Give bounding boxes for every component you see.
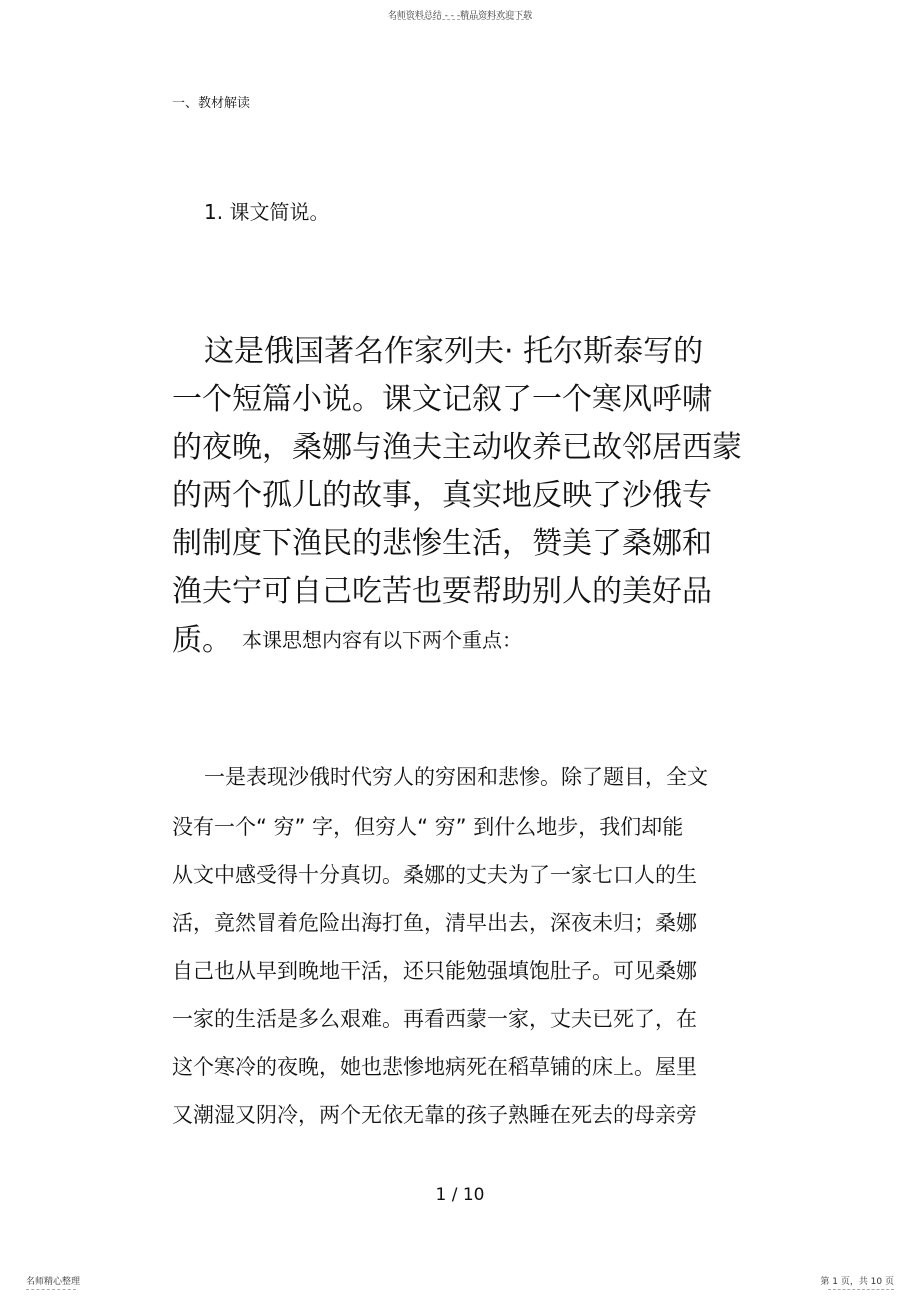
summary-line: 一个短篇小说。课文记叙了一个寒风呼啸 — [172, 382, 712, 417]
footer-left: 名师精心整理 — [26, 1277, 81, 1287]
header-divider — [393, 19, 529, 20]
page-counter: 1 / 10 — [435, 1185, 485, 1205]
section-heading: 一、教材解读 — [172, 96, 251, 111]
body-line: 活，竟然冒着危险出海打鱼，清早出去，深夜未归；桑娜 — [172, 911, 697, 935]
summary-line: 渔夫宁可自己吃苦也要帮助别人的美好品 — [172, 574, 712, 609]
summary-line-end: 质。 — [172, 623, 232, 658]
footer-left-divider — [26, 1289, 76, 1290]
body-line: 一家的生活是多么艰难。再看西蒙一家，丈夫已死了，在 — [172, 1007, 697, 1031]
body-line: 从文中感受得十分真切。桑娜的丈夫为了一家七口人的生 — [172, 863, 697, 887]
footer-right-divider — [828, 1289, 894, 1290]
body-line: 又潮湿又阴冷，两个无依无靠的孩子熟睡在死去的母亲旁 — [172, 1103, 697, 1127]
summary-line: 的两个孤儿的故事，真实地反映了沙俄专 — [172, 478, 712, 513]
body-line: 自己也从早到晚地干活，还只能勉强填饱肚子。可见桑娜 — [172, 959, 697, 983]
body-line: 没有一个“ 穷” 字，但穷人“ 穷” 到什么地步，我们却能 — [172, 815, 684, 839]
subheading: 1. 课文简说。 — [204, 200, 330, 224]
summary-line-last — [172, 620, 522, 661]
page-header: 名师资料总结 - - -精品资料欢迎下载 — [387, 11, 533, 21]
body-line: 这个寒冷的夜晚，她也悲惨地病死在稻草铺的床上。屋里 — [172, 1055, 697, 1079]
footer-page-info: 第 1 页，共 10 页 — [820, 1277, 894, 1287]
summary-line: 的夜晚，桑娜与渔夫主动收养已故邻居西蒙 — [172, 430, 742, 465]
summary-tail: 本课思想内容有以下两个重点： — [242, 628, 522, 652]
summary-line: 制制度下渔民的悲惨生活，赞美了桑娜和 — [172, 526, 712, 561]
body-line: 一是表现沙俄时代穷人的穷困和悲惨。除了题目，全文 — [204, 765, 708, 789]
summary-line: 这是俄国著名作家列夫· 托尔斯泰写的 — [204, 334, 704, 369]
